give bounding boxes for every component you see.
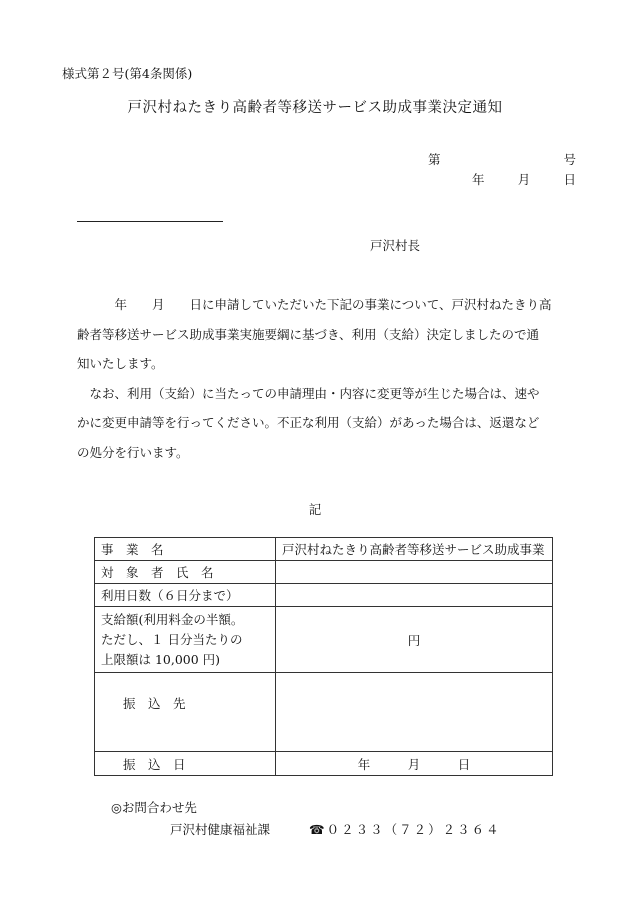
table-row bbox=[95, 561, 553, 584]
table-row bbox=[95, 607, 553, 673]
recipient-name-value bbox=[276, 561, 553, 584]
contact-heading: ◎お問合わせ先 bbox=[111, 800, 197, 815]
body-line: 年 月 日に申請していただいた下記の事業について、戸沢村ねたきり高 bbox=[77, 297, 552, 312]
issue-date bbox=[472, 170, 576, 188]
body-line: 齢者等移送サービス助成事業実施要綱に基づき、利用（支給）決定しましたので通 bbox=[77, 326, 540, 342]
form-number: 様式第２号(第4条関係) bbox=[62, 66, 193, 81]
contact-department: 戸沢村健康福祉課 bbox=[170, 822, 271, 837]
doc-number-suffix: 号 bbox=[563, 152, 576, 167]
recipient-name-label: 対 象 者 氏 名 bbox=[95, 561, 276, 584]
table-row bbox=[95, 673, 553, 752]
notice-body bbox=[77, 290, 587, 467]
transfer-date-label: 振 込 日 bbox=[95, 752, 276, 776]
ki-heading: 記 bbox=[308, 502, 322, 517]
usage-days-label: 利用日数（６日分まで） bbox=[95, 584, 276, 607]
date-month: 月 bbox=[517, 172, 531, 187]
body-line: の処分を行います。 bbox=[77, 444, 189, 460]
payment-label-line: ただし、１ 日分当たりの bbox=[101, 631, 243, 647]
table-row bbox=[95, 752, 553, 776]
table-row bbox=[95, 538, 553, 561]
date-year: 年 bbox=[472, 172, 485, 187]
body-line: 知いたします。 bbox=[77, 356, 164, 371]
usage-days-value bbox=[276, 584, 553, 607]
transfer-account-value bbox=[276, 673, 553, 752]
table-row bbox=[95, 584, 553, 607]
contact-phone: ☎０２３３（７２）２３６４ bbox=[309, 822, 501, 837]
date-day: 日 bbox=[563, 172, 576, 187]
project-name-value: 戸沢村ねたきり高齢者等移送サービス助成事業 bbox=[276, 538, 553, 561]
sender-name: 戸沢村長 bbox=[370, 238, 421, 253]
payment-label-line: 支給額(利用料金の半額。 bbox=[101, 611, 244, 627]
document-title: 戸沢村ねたきり高齢者等移送サービス助成事業決定通知 bbox=[127, 100, 503, 116]
addressee-line bbox=[77, 221, 223, 222]
details-table bbox=[94, 537, 553, 776]
doc-number-prefix: 第 bbox=[428, 152, 441, 167]
project-name-label: 事 業 名 bbox=[95, 538, 276, 561]
payment-label-line: 上限額は 10,000 円) bbox=[101, 651, 221, 667]
transfer-date-value: 年 月 日 bbox=[276, 752, 553, 776]
document-number bbox=[428, 150, 576, 168]
payment-amount-value: 円 bbox=[276, 607, 553, 673]
payment-amount-label bbox=[95, 607, 276, 673]
transfer-account-label: 振 込 先 bbox=[95, 673, 276, 752]
body-line: なお、利用（支給）に当たっての申請理由・内容に変更等が生じた場合は、速や bbox=[77, 385, 540, 401]
body-line: かに変更申請等を行ってください。不正な利用（支給）があった場合は、返還など bbox=[77, 415, 540, 430]
